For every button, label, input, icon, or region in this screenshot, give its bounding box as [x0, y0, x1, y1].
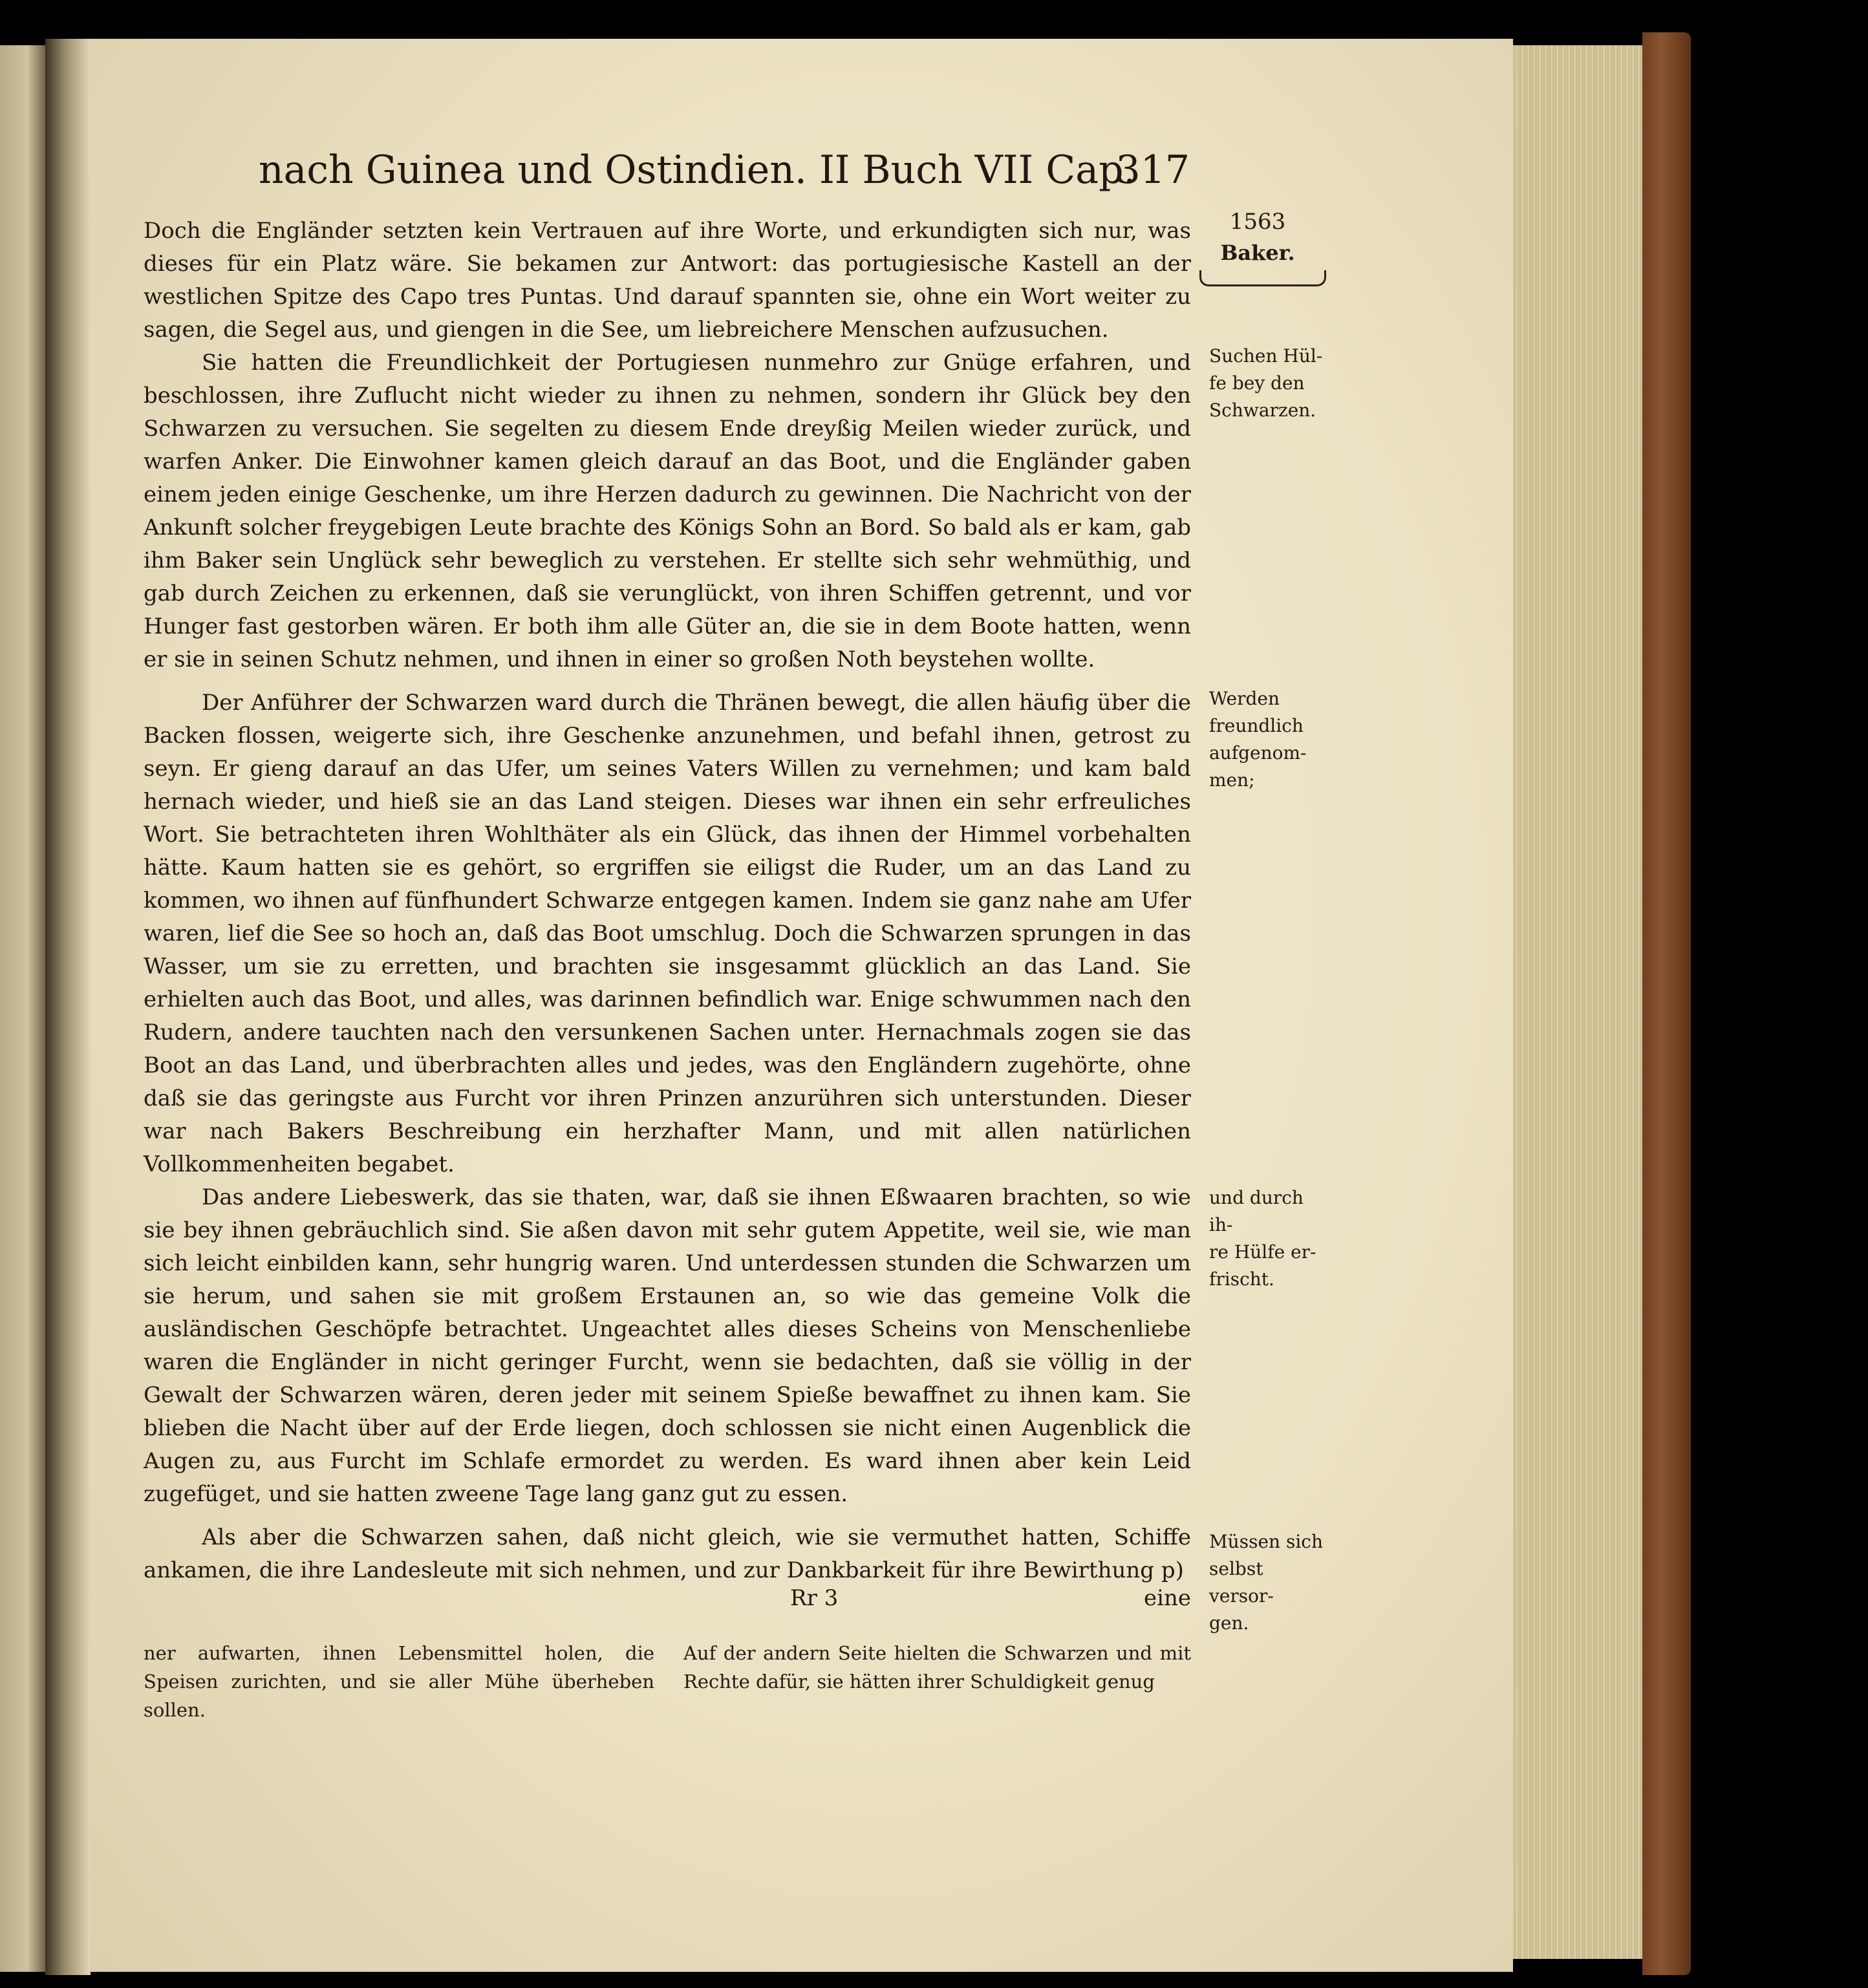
margin-line: selbst versor-: [1209, 1558, 1274, 1607]
margin-line: Müssen sich: [1209, 1531, 1323, 1552]
margin-line: Suchen Hül-: [1209, 345, 1323, 367]
left-page-edge: [0, 45, 45, 1972]
paragraph: Das andere Liebeswerk, das sie thaten, war, daß sie ihnen Eßwaaren brachten, so wie sie bey ihnen gebräuchlich sind. Sie aßen davon mit sehr gutem Appetite, weil sie, wie man sich leicht einbilden kann, sehr hungrig waren. Und unterdessen stunden die Schwarzen um sie herum, und sahen sie mit großem Erstaunen an, so wie das gemeine Volk die ausländischen Geschöpfe betrachtet. Ungeachtet alles dieses Scheins von Menschenliebe waren die Engländer in nicht geringer Furcht, wenn sie bedachten, daß sie völlig in der Gewalt der Schwarzen wären, deren jeder mit seinem Spieße bewaffnet zu ihnen kam. Sie blieben die Nacht über auf der Erde liegen, doch schlossen sie nicht einen Augenblick die Augen zu, aus Furcht im Schlafe ermordet zu werden. Es ward ihnen aber kein Leid zugefüget, und sie hatten zweene Tage lang ganz gut zu essen.: [144, 1184, 1191, 1507]
paragraph: Doch die Engländer setzten kein Vertrauen auf ihre Worte, und erkundigten sich nur, was dieses für ein Platz wäre. Sie bekamen zur Antwort: das portugiesische Kastell an der westlichen Spitze des Capo tres Puntas. Und darauf spannten sie, ohne ein Wort weiter zu sagen, die Segel aus, und giengen in die See, um liebreichere Menschen aufzusuchen.: [144, 218, 1191, 343]
margin-note-suchen: [1209, 343, 1332, 424]
margin-note-versorgen: [1209, 1528, 1332, 1637]
paragraph: Als aber die Schwarzen sahen, daß nicht gleich, wie sie vermuthet hatten, Schiffe ankamen, die ihre Landesleute mit sich nehmen, und zur Dankbarkeit für ihre Bewirthung p): [144, 1524, 1191, 1583]
catchword: eine: [1143, 1585, 1191, 1611]
body-text: [144, 215, 1191, 1587]
margin-line: freundlich: [1209, 715, 1304, 736]
margin-brace: [1199, 270, 1326, 286]
page-number: 317: [1115, 147, 1190, 193]
signature-mark: Rr 3: [790, 1585, 839, 1611]
margin-line: Schwarzen.: [1209, 400, 1316, 421]
margin-year: 1563: [1229, 209, 1286, 235]
margin-note-werden: [1209, 685, 1332, 794]
paragraph: Sie hatten die Freundlichkeit der Portugiesen nunmehro zur Gnüge erfahren, und beschlossen, ihre Zuflucht nicht wieder zu ihnen zu nehmen, sondern ihr Glück bey den Schwarzen zu versuchen. Sie segelten zu diesem Ende dreyßig Meilen wieder zurück, und warfen Anker. Die Einwohner kamen gleich darauf an das Boot, und die Engländer gaben einem jeden einige Geschenke, um ihre Herzen dadurch zu gewinnen. Die Nachricht von der Ankunft solcher freygebigen Leute brachte des Königs Sohn an Bord. So bald als er kam, gab ihm Baker sein Unglück sehr beweglich zu verstehen. Er stellte sich sehr wehmüthig, und gab durch Zeichen zu erkennen, daß sie verunglückt, von ihren Schiffen getrennt, und vor Hunger fast gestorben wären. Er both ihm alle Güter an, die sie in dem Boote hatten, wenn er sie in seinen Schutz nehmen, und ihnen in einer so großen Noth beystehen wollte.: [144, 350, 1191, 672]
running-header: [259, 141, 1190, 199]
margin-line: gen.: [1209, 1612, 1249, 1634]
page-fore-edge: [1513, 45, 1642, 1959]
paragraph: Der Anführer der Schwarzen ward durch die Thränen bewegt, die allen häufig über die Backen flossen, weigerte sich, ihre Geschenke anzunehmen, und befahl ihnen, getrost zu seyn. Er gieng darauf an das Ufer, um seines Vaters Willen zu vernehmen; und kam bald hernach wieder, und hieß sie an das Land steigen. Dieses war ihnen ein sehr erfreuliches Wort. Sie betrachteten ihren Wohlthäter als ein Glück, das ihnen der Himmel vorbehalten hätte. Kaum hatten sie es gehört, so ergriffen sie eiligst die Ruder, um an das Land zu kommen, wo ihnen auf fünfhundert Schwarze entgegen kamen. Indem sie ganz nahe am Ufer waren, lief die See so hoch an, daß das Boot umschlug. Doch die Schwarzen sprungen in das Wasser, um sie zu erretten, und brachten sie insgesammt glücklich an das Land. Sie erhielten auch das Boot, und alles, was darinnen befindlich war. Enige schwummen nach den Rudern, andere tauchten nach den versunkenen Sachen unter. Hernachmals zogen sie das Boot an das Land, und überbrachten alles und jedes, was den Engländern zugehörte, ohne daß sie das geringste aus Furcht vor ihren Prinzen anzurühren sich unterstunden. Dieser war nach Bakers Beschreibung ein herzhafter Mann, und mit allen natürlichen Vollkommenheiten begabet.: [144, 690, 1191, 1177]
book-gutter: [45, 39, 91, 1975]
margin-line: und durch ih-: [1209, 1187, 1304, 1235]
margin-line: aufgenom-: [1209, 742, 1307, 764]
margin-line: Werden: [1209, 688, 1280, 709]
margin-note-erfrischt: [1209, 1184, 1332, 1293]
footnote-left: ner aufwarten, ihnen Lebensmittel holen, die Speisen zurichten, und sie aller Mühe überheben sollen.: [144, 1642, 654, 1721]
footnote-right: Auf der andern Seite hielten die Schwarzen und mit Rechte dafür, sie hätten ihrer Schuldigkeit genug: [683, 1642, 1191, 1693]
margin-name: Baker.: [1220, 240, 1295, 265]
margin-line: men;: [1209, 769, 1255, 791]
leather-cover: [1642, 32, 1691, 1975]
running-title: nach Guinea und Ostindien. II Buch VII Cap.: [259, 147, 1136, 193]
margin-line: fe bey den: [1209, 372, 1305, 394]
margin-line: frischt.: [1209, 1268, 1274, 1290]
margin-line: re Hülfe er-: [1209, 1241, 1316, 1263]
footnotes: [144, 1639, 1191, 1729]
page-footer-line: [144, 1585, 1191, 1618]
